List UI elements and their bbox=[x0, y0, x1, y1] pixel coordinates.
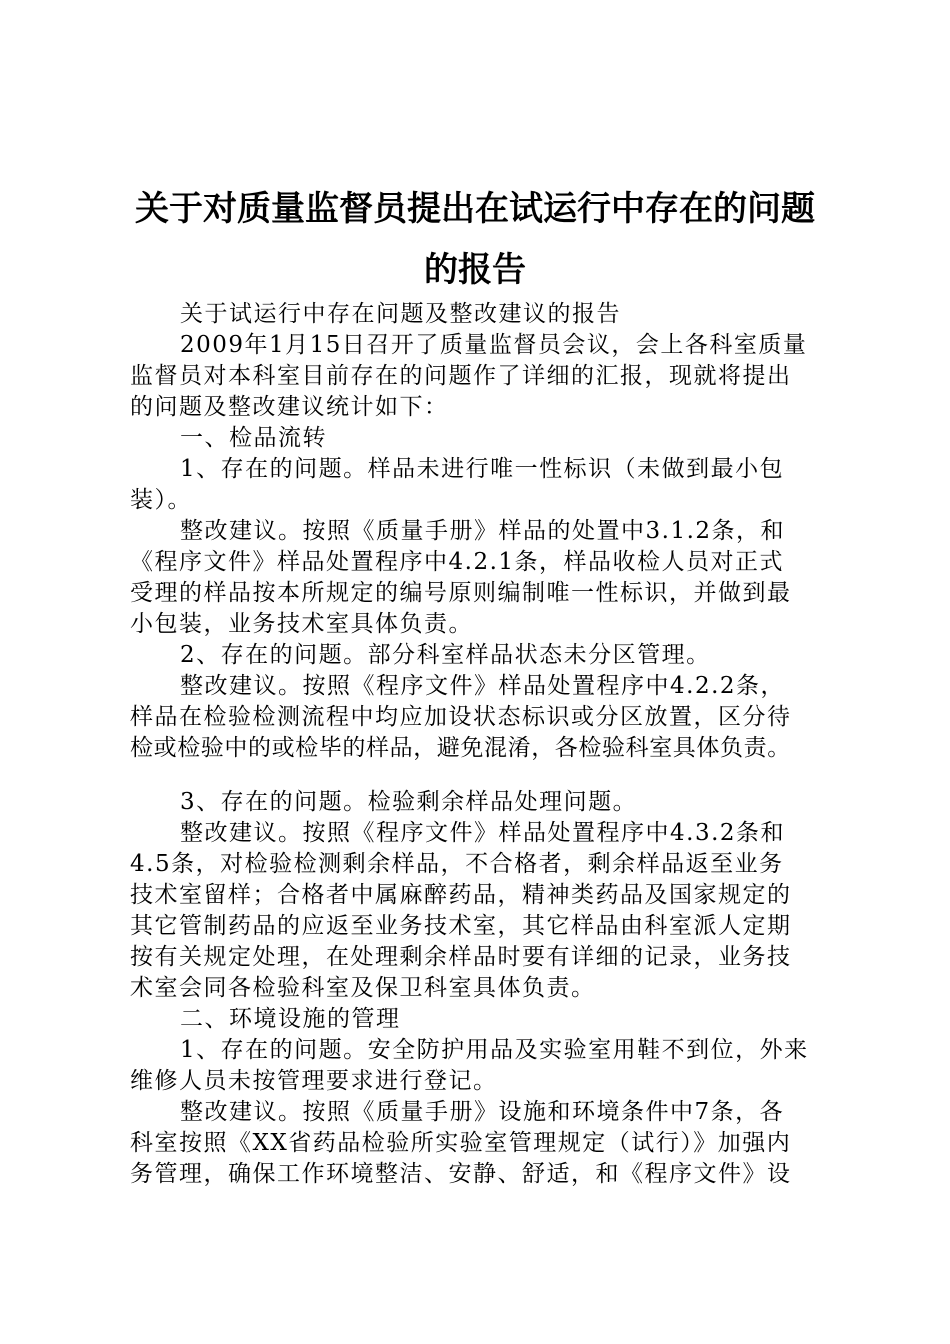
body-line: 关于试运行中存在问题及整改建议的报告 bbox=[180, 301, 621, 327]
body-line: 整改建议。按照《程序文件》样品处置程序中4.3.2条和 bbox=[180, 820, 786, 846]
document-title-line-1: 关于对质量监督员提出在试运行中存在的问题 bbox=[135, 189, 815, 229]
body-line: 务管理，确保工作环境整洁、安静、舒适，和《程序文件》设 bbox=[130, 1161, 792, 1187]
body-line: 小包装，业务技术室具体负责。 bbox=[130, 611, 473, 637]
body-line: 《程序文件》样品处置程序中4.2.1条，样品收检人员对正式 bbox=[130, 549, 785, 575]
body-line: 科室按照《XX省药品检验所实验室管理规定（试行）》加强内 bbox=[130, 1130, 792, 1156]
body-line: 的问题及整改建议统计如下： bbox=[130, 394, 449, 420]
body-line: 按有关规定处理，在处理剩余样品时要有详细的记录，业务技 bbox=[130, 944, 792, 970]
body-line: 2、存在的问题。部分科室样品状态未分区管理。 bbox=[180, 642, 711, 668]
body-line: 整改建议。按照《质量手册》设施和环境条件中7条，各 bbox=[180, 1099, 785, 1125]
body-line: 整改建议。按照《程序文件》样品处置程序中4.2.2条， bbox=[180, 673, 786, 699]
body-line: 装）。 bbox=[130, 487, 192, 513]
body-line: 1、存在的问题。安全防护用品及实验室用鞋不到位，外来 bbox=[180, 1037, 809, 1063]
body-line: 检或检验中的或检毕的样品，避免混淆，各检验科室具体负责。 bbox=[130, 735, 791, 761]
document-title-line-2: 的报告 bbox=[424, 250, 526, 290]
body-line: 3、存在的问题。检验剩余样品处理问题。 bbox=[180, 789, 638, 815]
body-line: 其它管制药品的应返至业务技术室，其它样品由科室派人定期 bbox=[130, 913, 792, 939]
body-line: 4.5条，对检验检测剩余样品，不合格者，剩余样品返至业务 bbox=[130, 851, 784, 877]
body-line: 1、存在的问题。样品未进行唯一性标识（未做到最小包 bbox=[180, 456, 785, 482]
body-line: 2009年1月15日召开了质量监督员会议，会上各科室质量 bbox=[180, 332, 808, 358]
body-line: 技术室留样；合格者中属麻醉药品，精神类药品及国家规定的 bbox=[130, 882, 792, 908]
body-line: 受理的样品按本所规定的编号原则编制唯一性标识，并做到最 bbox=[130, 580, 792, 606]
body-line: 样品在检验检测流程中均应加设状态标识或分区放置，区分待 bbox=[130, 704, 792, 730]
section-heading: 一、检品流转 bbox=[180, 425, 327, 451]
body-line: 维修人员未按管理要求进行登记。 bbox=[130, 1068, 498, 1094]
body-line: 术室会同各检验科室及保卫科室具体负责。 bbox=[130, 975, 596, 1001]
body-line: 整改建议。按照《质量手册》样品的处置中3.1.2条，和 bbox=[180, 518, 786, 544]
section-heading: 二、环境设施的管理 bbox=[180, 1006, 401, 1032]
body-line: 监督员对本科室目前存在的问题作了详细的汇报，现就将提出 bbox=[130, 363, 792, 389]
